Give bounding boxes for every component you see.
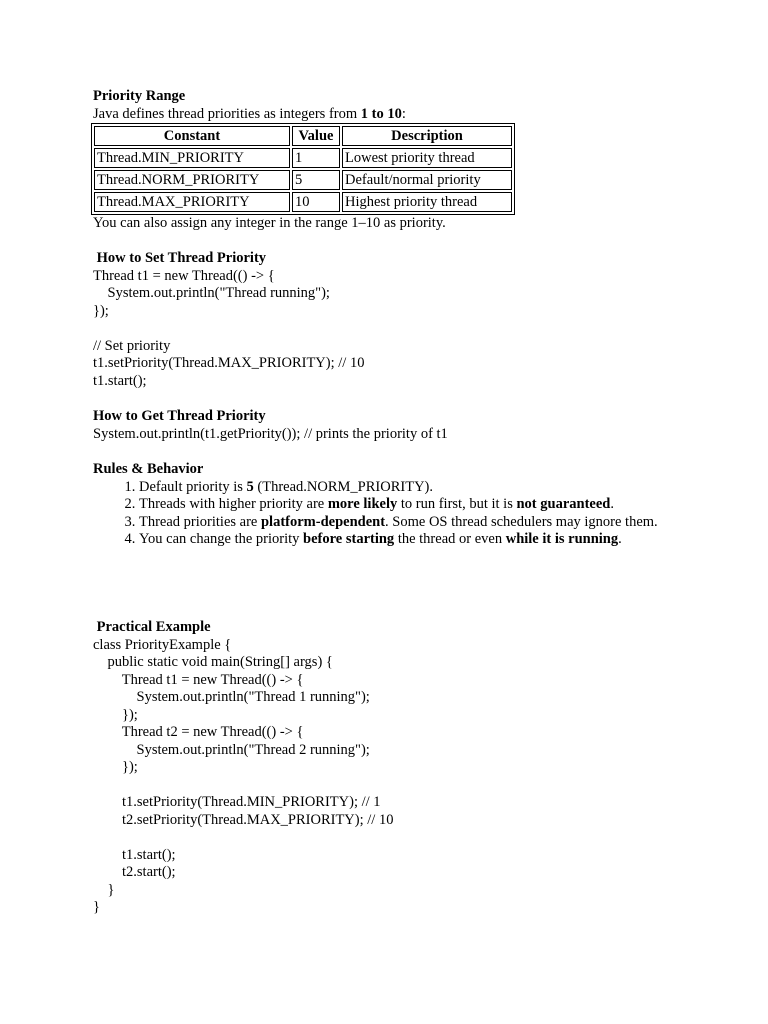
code-line: // Set priority [93,337,171,354]
code-line: class PriorityExample { [93,636,232,653]
set-priority-section [93,250,713,390]
rule-text: the thread or even [394,531,506,547]
table-header-description: Description [342,126,512,146]
code-line: }); [93,706,138,723]
intro-prefix: Java defines thread priorities as integers from [93,105,361,122]
code-line: } [93,899,100,915]
rule-item [139,479,679,497]
table-cell-description: Highest priority thread [342,192,512,212]
rule-text: . Some OS thread schedulers may ignore them. [385,513,658,530]
rule-text: . [610,496,614,512]
table-row [94,192,512,212]
practical-example-section [93,619,713,917]
table-header-constant: Constant [94,126,290,146]
get-priority-section [93,408,713,443]
priority-range-intro [93,106,713,124]
table-cell-constant: Thread.MIN_PRIORITY [94,148,290,168]
set-priority-code [93,268,713,391]
code-line: t1.setPriority(Thread.MIN_PRIORITY); // 1 [93,794,381,810]
code-line: t1.start(); [93,846,176,863]
code-line: t2.setPriority(Thread.MAX_PRIORITY); // 10 [93,811,394,828]
rules-section [93,461,713,549]
rule-item [139,514,679,532]
table-row [94,148,512,168]
table-cell-description: Default/normal priority [342,170,512,190]
table-cell-value: 5 [292,170,340,190]
priority-range-heading: Priority Range [93,88,186,104]
practical-example-code [93,637,713,917]
code-line: System.out.println(t1.getPriority()); // prints the priority of t1 [93,425,448,442]
rule-emphasis: more likely [327,496,398,512]
code-line: Thread t1 = new Thread(() -> { [93,267,275,284]
code-line: t1.setPriority(Thread.MAX_PRIORITY); // 10 [93,355,365,371]
intro-suffix: : [401,105,406,122]
rule-emphasis: not guaranteed [516,496,611,512]
code-line [93,320,713,338]
priority-range-section [93,88,713,233]
table-header-value: Value [292,126,340,146]
code-line: t2.start(); [93,864,176,880]
table-header-row [94,126,512,146]
code-line: }); [93,759,138,775]
rule-item [139,531,679,549]
rule-item [139,496,679,514]
table-cell-constant: Thread.NORM_PRIORITY [94,170,290,190]
rule-text: Thread priorities are [139,513,261,530]
rules-list [93,479,679,549]
code-line [93,777,713,795]
code-line: }); [93,302,109,319]
rules-heading: Rules & Behavior [93,461,204,477]
rule-text: to run first, but it is [397,496,517,512]
table-cell-value: 1 [292,148,340,168]
intro-range: 1 to 10 [360,105,402,122]
code-line: t1.start(); [93,372,147,389]
table-cell-value: 10 [292,192,340,212]
table-cell-description: Lowest priority thread [342,148,512,168]
code-line: public static void main(String[] args) { [93,654,333,670]
rule-emphasis: 5 [246,478,254,495]
rule-emphasis: platform-dependent [260,513,386,530]
rule-emphasis: while it is running [505,531,619,547]
rule-text: (Thread.NORM_PRIORITY). [253,478,433,495]
priority-table [91,123,515,215]
set-priority-heading: How to Set Thread Priority [93,250,267,266]
rule-text: . [618,531,622,547]
code-line: Thread t1 = new Thread(() -> { [93,671,304,688]
table-row [94,170,512,190]
get-priority-heading: How to Get Thread Priority [93,408,266,424]
rule-text: You can change the priority [139,531,304,547]
code-line: System.out.println("Thread 1 running"); [93,689,370,705]
code-line [93,829,713,847]
code-line: } [93,881,115,898]
code-line: Thread t2 = new Thread(() -> { [93,724,304,740]
priority-range-note: You can also assign any integer in the range 1–10 as priority. [93,215,446,231]
code-line: System.out.println("Thread running"); [93,285,330,301]
rule-text: Threads with higher priority are [139,496,328,512]
rule-emphasis: before starting [303,531,395,547]
rule-text: Default priority is [139,478,247,495]
practical-example-heading: Practical Example [93,619,211,635]
code-line: System.out.println("Thread 2 running"); [93,741,370,758]
table-cell-constant: Thread.MAX_PRIORITY [94,192,290,212]
